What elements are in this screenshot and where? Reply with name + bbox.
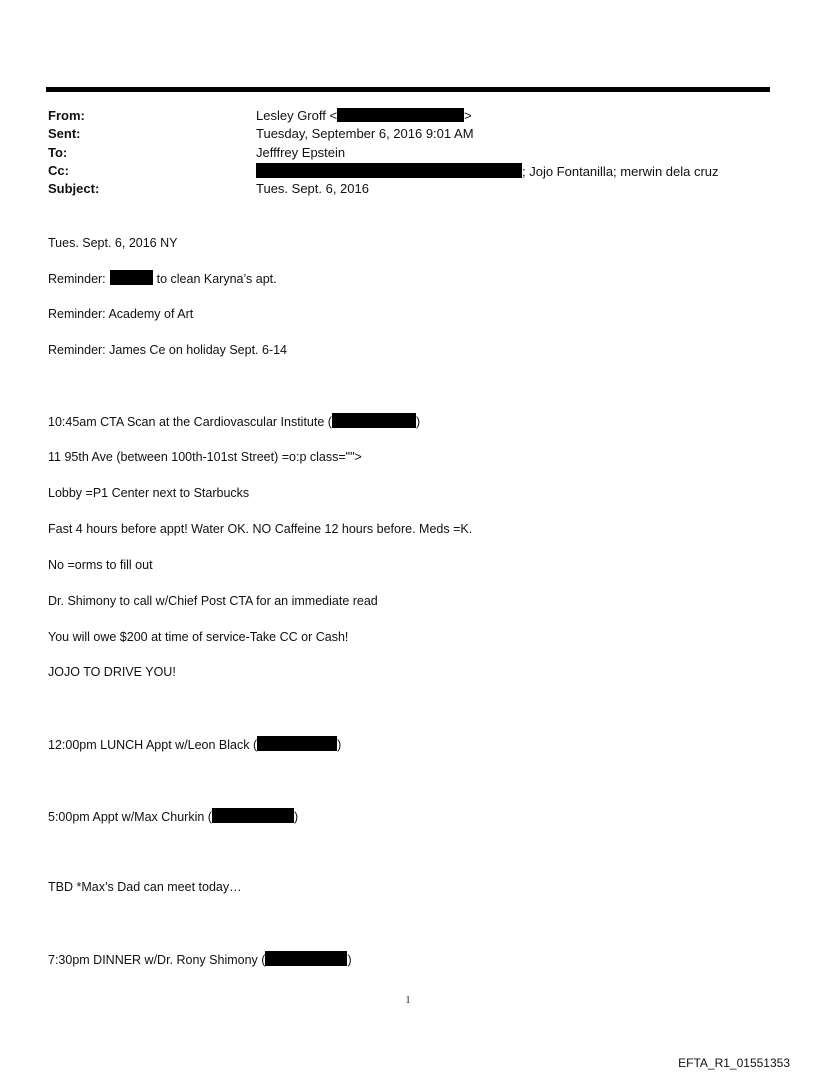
redacted-phone	[257, 736, 337, 751]
redacted-phone	[265, 951, 347, 966]
date-line: Tues. Sept. 6, 2016 NY	[48, 236, 178, 250]
document-id: EFTA_R1_01551353	[678, 1056, 790, 1070]
dinner-close: )	[347, 953, 352, 967]
lobby-line: Lobby =P1 Center next to Starbucks	[48, 486, 250, 500]
max-close: )	[293, 810, 299, 824]
redacted-phone	[212, 808, 294, 823]
subject-label: Subject:	[48, 181, 100, 196]
from-name: Lesley Groff <	[256, 108, 338, 123]
forms-line: No =orms to fill out	[48, 558, 153, 572]
lunch-text: 12:00pm LUNCH Appt w/Leon Black (	[48, 738, 258, 752]
cta-text: 10:45am CTA Scan at the Cardiovascular Institute (	[48, 415, 332, 429]
cta-appointment	[48, 413, 420, 430]
redacted-name	[110, 270, 153, 285]
sent-value: Tuesday, September 6, 2016 9:01 AM	[256, 126, 474, 141]
tbd-line: TBD *Max’s Dad can meet today…	[48, 880, 242, 894]
address-line: 11 95th Ave (between 100th-101st Street) =o:p class="">	[48, 450, 362, 464]
reminder-clean	[48, 270, 277, 287]
sent-label: Sent:	[48, 126, 81, 141]
cta-close: )	[415, 415, 421, 429]
cc-value	[256, 163, 719, 180]
fast-line: Fast 4 hours before appt! Water OK. NO Caffeine 12 hours before. Meds =K.	[48, 522, 473, 536]
redacted-phone	[332, 413, 416, 428]
page-number: 1	[405, 995, 411, 1006]
redacted-email	[337, 108, 464, 122]
from-value-end: >	[464, 108, 472, 123]
lunch-appointment	[48, 736, 341, 753]
reminder-academy: Reminder: Academy of Art	[48, 307, 194, 321]
from-value	[256, 108, 472, 124]
reminder-clean-suffix: to clean Karyna’s apt.	[153, 272, 277, 286]
reminder-holiday: Reminder: James Ce on holiday Sept. 6-14	[48, 343, 288, 357]
lunch-close: )	[337, 738, 342, 752]
reminder-clean-prefix: Reminder:	[48, 272, 106, 286]
dinner-appointment	[48, 951, 352, 968]
cc-recipients: ; Jojo Fontanilla; merwin dela cruz	[522, 164, 719, 179]
to-label: To:	[48, 145, 68, 160]
owe-line: You will owe $200 at time of service-Take CC or Cash!	[48, 630, 349, 644]
shimony-call-line: Dr. Shimony to call w/Chief Post CTA for an immediate read	[48, 594, 378, 608]
dinner-text: 7:30pm DINNER w/Dr. Rony Shimony (	[48, 953, 266, 967]
cc-label: Cc:	[48, 163, 69, 178]
max-appointment	[48, 808, 298, 825]
subject-value: Tues. Sept. 6, 2016	[256, 181, 369, 196]
to-value: Jefffrey Epstein	[256, 145, 346, 160]
jojo-line: JOJO TO DRIVE YOU!	[48, 665, 176, 679]
header-rule	[46, 87, 770, 92]
redacted-cc	[256, 163, 522, 178]
from-label: From:	[48, 108, 85, 123]
max-text: 5:00pm Appt w/Max Churkin (	[48, 810, 212, 824]
